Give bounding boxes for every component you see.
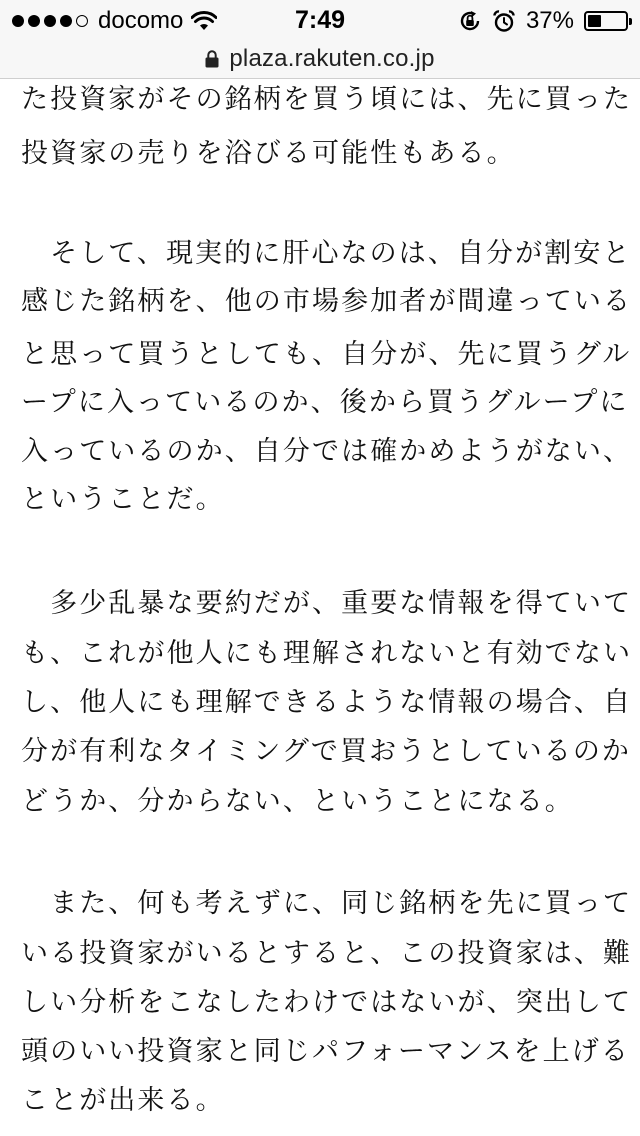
clock: 7:49 [294, 6, 346, 34]
signal-dot [28, 15, 40, 27]
signal-dot [76, 15, 88, 27]
status-bar [0, 0, 640, 40]
signal-strength-icon [12, 15, 88, 27]
text-line: ープに入っているのか、後から買うグループに [21, 387, 629, 418]
text-line: 感じた銘柄を、他の市場参加者が間違っている [21, 286, 633, 317]
text-line: 分が有利なタイミングで買おうとしているのか [21, 736, 632, 767]
text-line: た投資家がその銘柄を買う頃には、先に買った [21, 84, 633, 115]
battery-icon [584, 11, 628, 31]
alarm-icon [492, 9, 516, 33]
article-body [0, 79, 640, 1136]
text-line: そして、現実的に肝心なのは、自分が割安と [21, 238, 632, 269]
text-line: ということだ。 [21, 484, 225, 515]
text-line: しい分析をこなしたわけではないが、突出して [21, 987, 633, 1018]
text-line: また、何も考えずに、同じ銘柄を先に買って [21, 888, 633, 919]
text-line: 多少乱暴な要約だが、重要な情報を得ていて [21, 588, 633, 619]
lock-icon [205, 50, 219, 68]
text-line: も、これが他人にも理解されないと有効でない [21, 638, 633, 669]
text-line: 頭のいい投資家と同じパフォーマンスを上げる [21, 1036, 630, 1067]
text-line: し、他人にも理解できるような情報の場合、自 [21, 687, 633, 718]
carrier-name: docomo [98, 7, 184, 34]
url-text[interactable]: plaza.rakuten.co.jp [229, 45, 435, 72]
text-line: どうか、分からない、ということになる。 [21, 786, 574, 817]
wifi-icon [191, 11, 217, 31]
text-line: いる投資家がいるとすると、この投資家は、難 [21, 938, 633, 969]
text-line: と思って買うとしても、自分が、先に買うグル [21, 339, 632, 370]
status-bar-left [12, 8, 217, 34]
status-bar-right [458, 8, 628, 34]
orientation-lock-icon [458, 9, 482, 33]
url-bar[interactable] [0, 40, 640, 79]
signal-dot [12, 15, 24, 27]
battery-level-fill [588, 15, 601, 27]
text-line: 投資家の売りを浴びる可能性もある。 [21, 138, 516, 169]
text-line: ことが出来る。 [21, 1085, 225, 1116]
text-line: 入っているのか、自分では確かめようがない、 [21, 436, 633, 467]
signal-dot [44, 15, 56, 27]
battery-percentage: 37% [525, 7, 574, 34]
signal-dot [60, 15, 72, 27]
